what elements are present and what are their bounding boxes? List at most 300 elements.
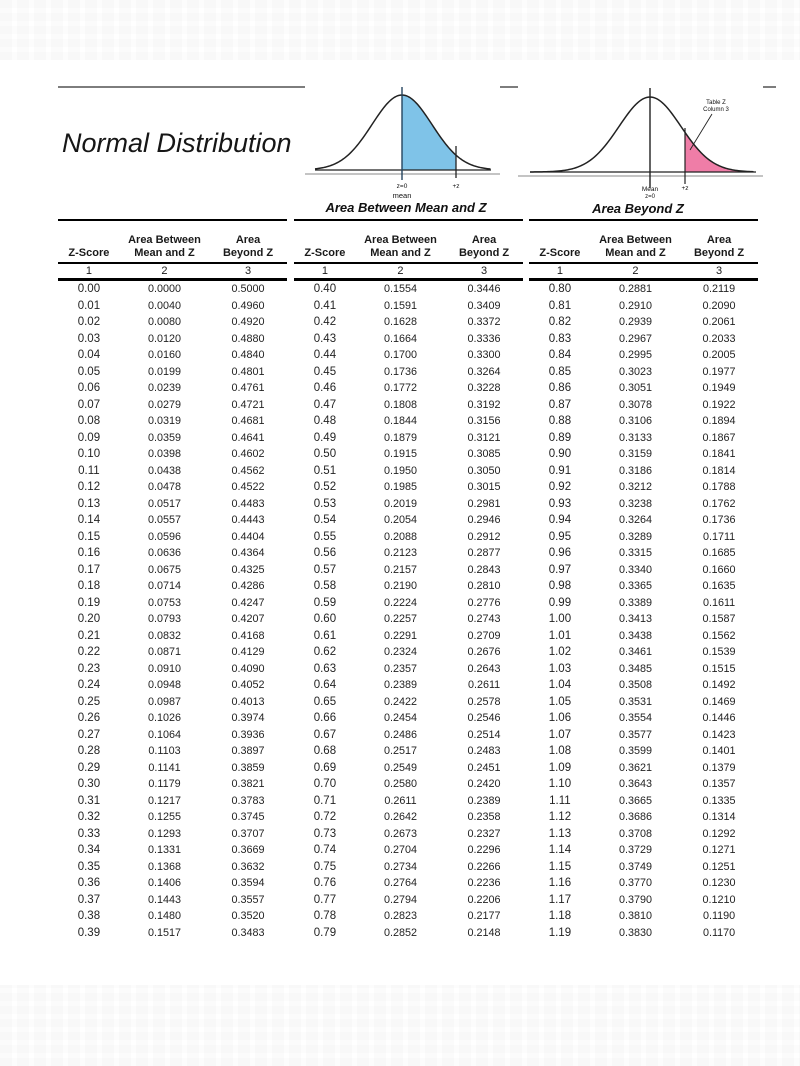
table-row [58, 496, 287, 513]
area-between-cell: 0.3238 [618, 497, 652, 510]
area-between-cell: 0.1772 [383, 382, 417, 394]
page-title: Normal Distribution [62, 128, 292, 158]
table-row [294, 809, 523, 826]
table-row [58, 743, 287, 760]
table-row [529, 364, 758, 381]
column-number-3: 3 [244, 265, 252, 277]
area-beyond-cell: 0.3859 [231, 761, 265, 774]
z-score-cell: 0.61 [313, 629, 337, 642]
z-score-cell: 0.14 [77, 514, 101, 526]
z-score-cell: 0.96 [548, 547, 572, 559]
table-row [58, 727, 287, 744]
z-score-cell: 1.01 [548, 629, 572, 642]
area-between-cell: 0.0239 [147, 382, 181, 394]
area-between-cell: 0.0714 [147, 580, 181, 592]
area-between-cell: 0.1628 [383, 316, 417, 328]
area-between-cell: 0.1064 [147, 728, 181, 741]
area-beyond-cell: 0.1251 [702, 860, 736, 873]
z-score-cell: 0.94 [548, 514, 572, 526]
table-row [294, 331, 523, 348]
area-between-cell: 0.0948 [147, 679, 181, 691]
bell-curve-between-icon [305, 84, 500, 214]
area-beyond-cell: 0.4207 [231, 613, 265, 625]
area-between-cell: 0.2673 [383, 827, 417, 840]
area-between-cell: 0.3729 [618, 844, 652, 856]
area-beyond-cell: 0.3632 [231, 860, 265, 873]
area-between-cell: 0.1591 [383, 299, 417, 312]
z-score-cell: 0.02 [77, 316, 101, 328]
z-score-cell: 0.54 [313, 514, 337, 526]
mean-z0-label: z=0 [645, 194, 655, 200]
area-beyond-cell: 0.3446 [467, 283, 501, 295]
z-score-cell: 0.39 [77, 926, 101, 939]
column-number-1: 1 [85, 265, 92, 277]
z-score-cell: 0.77 [313, 893, 337, 906]
area-beyond-cell: 0.2451 [467, 761, 501, 774]
z-score-cell: 0.43 [313, 332, 337, 345]
area-between-cell: 0.2324 [383, 646, 417, 658]
area-between-cell: 0.3289 [618, 530, 652, 543]
z-score-cell: 0.40 [313, 283, 337, 295]
area-beyond-cell: 0.4721 [231, 398, 265, 411]
table-row [529, 578, 758, 595]
z-score-cell: 0.26 [77, 712, 101, 724]
area-beyond-cell: 0.3336 [467, 332, 501, 345]
area-between-cell: 0.2190 [383, 580, 417, 592]
area-between-cell: 0.1879 [383, 431, 417, 444]
table-row [529, 281, 758, 298]
area-between-cell: 0.3643 [618, 778, 652, 790]
table-row [529, 743, 758, 760]
area-between-cell: 0.1700 [383, 349, 417, 361]
area-between-cell: 0.1664 [383, 332, 417, 345]
table-row [294, 859, 523, 876]
area-between-cell: 0.3186 [618, 464, 652, 477]
area-between-cell: 0.0832 [147, 629, 181, 642]
area-between-cell: 0.2422 [383, 695, 417, 708]
area-beyond-cell: 0.4364 [231, 547, 265, 559]
table-row [529, 430, 758, 447]
area-beyond-cell: 0.2266 [467, 860, 501, 873]
z-score-cell: 0.63 [313, 662, 337, 675]
column-number-row [294, 264, 523, 278]
z-score-cell: 0.04 [77, 349, 101, 361]
z-score-cell: 1.05 [548, 695, 572, 708]
area-beyond-cell: 0.3745 [231, 811, 265, 823]
z-score-cell: 0.76 [313, 877, 337, 889]
z-score-cell: 0.66 [313, 712, 337, 724]
z-score-cell: 0.27 [77, 728, 101, 741]
table-row [294, 842, 523, 859]
area-beyond-cell: 0.2843 [467, 563, 501, 576]
top-watermark-texture [0, 0, 800, 60]
area-between-cell: 0.3665 [618, 794, 652, 807]
area-beyond-cell: 0.1539 [702, 646, 736, 658]
table-row [58, 380, 287, 397]
area-beyond-cell: 0.1949 [702, 382, 736, 394]
table-row [529, 677, 758, 694]
z-score-cell: 0.71 [313, 794, 337, 807]
z-score-cell: 1.02 [548, 646, 572, 658]
area-between-cell: 0.0636 [147, 547, 181, 559]
area-beyond-cell: 0.1469 [702, 695, 736, 708]
table-row [58, 644, 287, 661]
area-between-cell: 0.0160 [147, 349, 181, 361]
area-between-cell: 0.3485 [618, 662, 652, 675]
z-score-cell: 0.58 [313, 580, 337, 592]
area-between-cell: 0.1517 [147, 926, 181, 939]
table-row [58, 595, 287, 612]
table-row [529, 479, 758, 496]
area-beyond-cell: 0.3156 [467, 415, 501, 427]
column-number-row [529, 264, 758, 278]
area-beyond-diagram [518, 84, 763, 216]
z-score-cell: 1.03 [548, 662, 572, 675]
table-row [294, 562, 523, 579]
table-row [58, 512, 287, 529]
table-row [58, 710, 287, 727]
column-number-2: 2 [397, 265, 404, 277]
z-score-cell: 0.28 [77, 745, 101, 757]
z-score-cell: 0.46 [313, 382, 337, 394]
bell-curve-beyond-icon [518, 84, 763, 216]
table-row [294, 826, 523, 843]
area-beyond-cell: 0.1170 [702, 926, 736, 939]
area-beyond-cell: 0.1611 [702, 596, 736, 609]
table-row [529, 710, 758, 727]
area-between-cell: 0.3577 [618, 728, 652, 741]
area-between-cell: 0.3554 [618, 712, 652, 724]
z-score-cell: 1.06 [548, 712, 572, 724]
area-between-cell: 0.3810 [618, 910, 652, 922]
area-between-cell: 0.3212 [618, 481, 652, 493]
area-beyond-cell: 0.3409 [467, 299, 501, 312]
area-between-cell: 0.2019 [383, 497, 417, 510]
table-row [529, 809, 758, 826]
area-beyond-cell: 0.2090 [702, 299, 736, 312]
table-row [294, 743, 523, 760]
table-row [529, 413, 758, 430]
area-beyond-cell: 0.1814 [702, 464, 736, 477]
caption-area-beyond: Area Beyond Z [592, 201, 684, 216]
table-header [58, 221, 287, 262]
z-table-group-1 [58, 219, 287, 941]
table-row [294, 347, 523, 364]
table-row [529, 859, 758, 876]
area-between-cell: 0.1443 [147, 893, 181, 906]
z-score-cell: 0.64 [313, 679, 337, 691]
z-score-cell: 0.78 [313, 910, 337, 922]
header-area-beyond: Area Beyond Z [693, 234, 745, 259]
table-header [529, 221, 758, 262]
z-score-cell: 0.98 [548, 580, 572, 592]
table-row [58, 446, 287, 463]
table-row [529, 314, 758, 331]
area-between-cell: 0.2454 [383, 712, 417, 724]
area-between-cell: 0.1406 [147, 877, 181, 889]
area-beyond-cell: 0.2643 [467, 662, 501, 675]
area-beyond-cell: 0.2061 [702, 316, 736, 328]
area-between-cell: 0.2291 [383, 629, 417, 642]
area-between-cell: 0.0000 [147, 283, 181, 295]
z-score-cell: 0.16 [77, 547, 101, 559]
area-between-cell: 0.1255 [147, 811, 181, 823]
table-row [294, 446, 523, 463]
area-between-cell: 0.0517 [147, 497, 181, 510]
annotation-pointer-line [690, 114, 712, 150]
area-between-cell: 0.3340 [618, 563, 652, 576]
z-score-cell: 0.29 [77, 761, 101, 774]
z-score-cell: 0.75 [313, 860, 337, 873]
z-score-cell: 0.15 [77, 530, 101, 543]
z-score-cell: 0.19 [77, 596, 101, 609]
area-beyond-cell: 0.4920 [231, 316, 265, 328]
area-beyond-cell: 0.2776 [467, 596, 501, 609]
area-beyond-cell: 0.2296 [467, 844, 501, 856]
area-between-cell: 0.1217 [147, 794, 181, 807]
z-score-cell: 1.10 [548, 778, 572, 790]
z-score-cell: 1.07 [548, 728, 572, 741]
area-beyond-cell: 0.4013 [231, 695, 265, 708]
area-beyond-cell: 0.1711 [702, 530, 736, 543]
area-between-cell: 0.1736 [383, 365, 417, 378]
area-beyond-cell: 0.1292 [702, 827, 736, 840]
area-between-cell: 0.2088 [383, 530, 417, 543]
area-beyond-cell: 0.4052 [231, 679, 265, 691]
area-between-cell: 0.2486 [383, 728, 417, 741]
area-between-cell: 0.0910 [147, 662, 181, 675]
area-between-cell: 0.0040 [147, 299, 181, 312]
table-row [58, 661, 287, 678]
area-between-cell: 0.2823 [383, 910, 417, 922]
z-score-cell: 0.20 [77, 613, 101, 625]
mean-word-label: Mean [641, 186, 659, 193]
area-beyond-cell: 0.1515 [702, 662, 736, 675]
area-beyond-cell: 0.2119 [702, 283, 736, 295]
z-score-cell: 0.57 [313, 563, 337, 576]
area-between-cell: 0.3438 [618, 629, 652, 642]
area-beyond-cell: 0.5000 [231, 283, 265, 295]
z-table-group-2 [294, 219, 523, 941]
area-between-cell: 0.2794 [383, 893, 417, 906]
area-between-cell: 0.1368 [147, 860, 181, 873]
table-row [58, 925, 287, 942]
area-beyond-cell: 0.1841 [702, 448, 736, 460]
table-row [529, 892, 758, 909]
z-score-cell: 0.89 [548, 431, 572, 444]
table-row [58, 826, 287, 843]
area-beyond-cell: 0.2420 [467, 778, 501, 790]
z-score-cell: 0.11 [78, 464, 100, 477]
area-beyond-cell: 0.4681 [231, 415, 265, 427]
z-score-cell: 0.18 [77, 580, 101, 592]
table-row [294, 677, 523, 694]
z-score-cell: 0.59 [313, 596, 337, 609]
area-beyond-cell: 0.2177 [467, 910, 501, 922]
mean-z0-label: z=0 [396, 183, 408, 190]
column-number-1: 1 [556, 265, 563, 277]
table-row [58, 397, 287, 414]
z-score-cell: 0.97 [548, 563, 572, 576]
z-score-cell: 0.95 [548, 530, 572, 543]
area-between-diagram [305, 84, 500, 214]
table-row [529, 908, 758, 925]
area-beyond-cell: 0.4761 [231, 382, 265, 394]
table-row [294, 578, 523, 595]
area-between-cell: 0.2224 [383, 596, 417, 609]
area-between-cell: 0.0557 [147, 514, 181, 526]
table-row [529, 826, 758, 843]
table-row [294, 298, 523, 315]
area-beyond-cell: 0.4801 [231, 365, 265, 378]
z-score-cell: 0.52 [313, 481, 337, 493]
z-score-cell: 0.90 [548, 448, 572, 460]
area-beyond-cell: 0.4840 [231, 349, 265, 361]
z-score-cell: 1.19 [548, 926, 572, 939]
table-rows [58, 281, 287, 941]
area-beyond-cell: 0.3483 [231, 926, 265, 939]
table-row [529, 298, 758, 315]
table-row [294, 694, 523, 711]
table-row [529, 545, 758, 562]
area-beyond-cell: 0.2483 [467, 745, 501, 757]
table-row [529, 529, 758, 546]
area-beyond-cell: 0.3783 [231, 794, 265, 807]
area-between-cell: 0.3621 [618, 761, 652, 774]
table-row [294, 413, 523, 430]
z-score-cell: 0.83 [548, 332, 572, 345]
area-beyond-cell: 0.1271 [702, 844, 736, 856]
z-score-cell: 0.70 [313, 778, 337, 790]
column-number-row [58, 264, 287, 278]
table-rows [294, 281, 523, 941]
table-row [529, 380, 758, 397]
area-between-cell: 0.3365 [618, 580, 652, 592]
plus-z-label: +z [681, 185, 689, 192]
table-row [58, 364, 287, 381]
area-between-cell: 0.2257 [383, 613, 417, 625]
area-beyond-cell: 0.2912 [467, 530, 501, 543]
z-score-cell: 0.00 [77, 283, 101, 295]
table-row [294, 364, 523, 381]
area-beyond-cell: 0.1788 [702, 481, 736, 493]
area-beyond-cell: 0.3974 [231, 712, 265, 724]
table-row [529, 347, 758, 364]
table-row [294, 727, 523, 744]
area-beyond-cell: 0.2709 [467, 629, 501, 642]
area-between-cell: 0.0987 [147, 695, 181, 708]
z-score-cell: 0.17 [77, 563, 101, 576]
area-beyond-cell: 0.1562 [702, 629, 736, 642]
z-score-cell: 1.14 [548, 844, 572, 856]
table-row [58, 892, 287, 909]
header-area-between: Area Between Mean and Z [128, 234, 201, 259]
area-between-cell: 0.0675 [147, 563, 181, 576]
area-beyond-cell: 0.3372 [467, 316, 501, 328]
z-score-cell: 0.37 [77, 893, 101, 906]
area-beyond-cell: 0.2810 [467, 580, 501, 592]
table-row [529, 446, 758, 463]
area-between-cell: 0.3686 [618, 811, 652, 823]
z-score-cell: 0.13 [77, 497, 101, 510]
area-beyond-cell: 0.2327 [467, 827, 501, 840]
table-row [294, 545, 523, 562]
table-row [58, 298, 287, 315]
caption-area-between: Area Between Mean and Z [325, 200, 487, 215]
z-score-cell: 0.08 [77, 415, 101, 427]
area-between-cell: 0.0279 [147, 398, 181, 411]
z-score-cell: 0.01 [77, 299, 101, 312]
z-score-cell: 0.10 [77, 448, 101, 460]
column-number-2: 2 [632, 265, 639, 277]
table-rows [529, 281, 758, 941]
annotation-column-3: Column 3 [703, 107, 729, 113]
area-beyond-cell: 0.4960 [231, 299, 265, 312]
area-beyond-cell: 0.1867 [702, 431, 736, 444]
area-between-cell: 0.3413 [618, 613, 652, 625]
z-score-cell: 0.82 [548, 316, 572, 328]
z-score-cell: 1.04 [548, 679, 572, 691]
area-between-cell: 0.2357 [383, 662, 417, 675]
z-score-cell: 1.11 [549, 794, 571, 807]
area-beyond-cell: 0.2236 [467, 877, 501, 889]
z-score-cell: 0.92 [548, 481, 572, 493]
table-row [294, 628, 523, 645]
z-score-cell: 0.69 [313, 761, 337, 774]
table-row [529, 793, 758, 810]
table-row [58, 793, 287, 810]
area-between-cell: 0.3264 [618, 514, 652, 526]
z-score-cell: 0.34 [77, 844, 101, 856]
table-row [294, 793, 523, 810]
area-between-cell: 0.2764 [383, 877, 417, 889]
area-beyond-cell: 0.2389 [467, 794, 501, 807]
area-beyond-cell: 0.1762 [702, 497, 736, 510]
table-row [529, 727, 758, 744]
header-z-score: Z-Score [68, 247, 110, 259]
table-row [58, 578, 287, 595]
table-row [529, 628, 758, 645]
z-score-cell: 0.21 [77, 629, 101, 642]
header-z-score: Z-Score [304, 247, 346, 259]
area-between-cell: 0.3531 [618, 695, 652, 708]
table-row [294, 661, 523, 678]
area-between-cell: 0.3078 [618, 398, 652, 411]
column-number-1: 1 [321, 265, 328, 277]
table-row [294, 314, 523, 331]
z-score-cell: 0.07 [77, 398, 101, 411]
area-beyond-cell: 0.3897 [231, 745, 265, 757]
area-beyond-cell: 0.4443 [231, 514, 265, 526]
table-row [529, 595, 758, 612]
area-between-cell: 0.0359 [147, 431, 181, 444]
area-beyond-cell: 0.4286 [231, 580, 265, 592]
z-score-cell: 0.25 [77, 695, 101, 708]
area-beyond-cell: 0.3300 [467, 349, 501, 361]
table-row [58, 859, 287, 876]
bottom-watermark-texture [0, 985, 800, 1066]
area-beyond-cell: 0.2005 [702, 349, 736, 361]
area-between-cell: 0.3133 [618, 431, 652, 444]
table-row [294, 595, 523, 612]
z-score-cell: 0.79 [313, 926, 337, 939]
area-beyond-cell: 0.3707 [231, 827, 265, 840]
z-score-cell: 0.67 [313, 728, 337, 741]
area-beyond-cell: 0.2743 [467, 613, 501, 625]
area-beyond-cell: 0.3669 [231, 844, 265, 856]
area-beyond-cell: 0.1894 [702, 415, 736, 427]
area-beyond-cell: 0.1635 [702, 580, 736, 592]
